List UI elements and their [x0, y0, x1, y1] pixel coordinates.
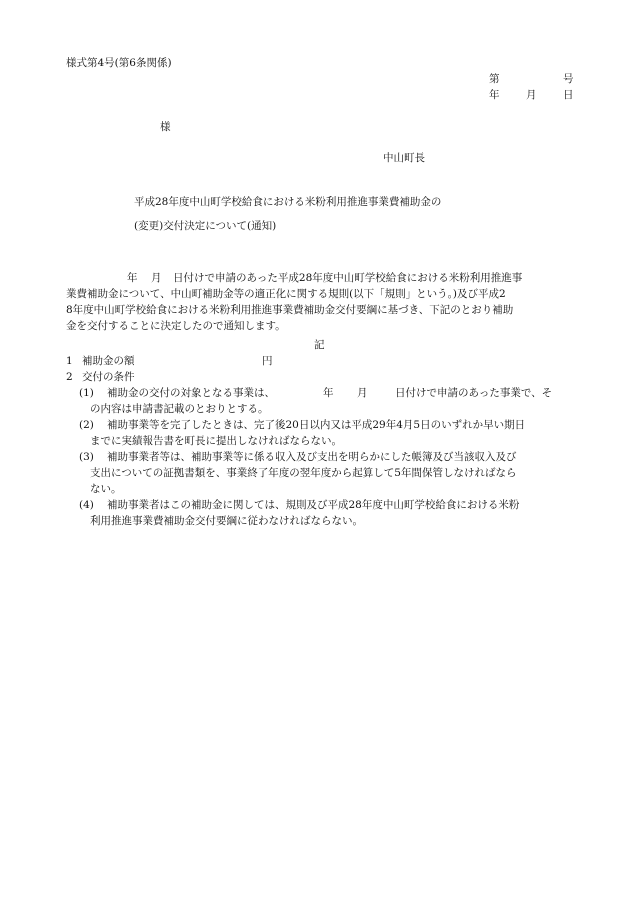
addressee-honorific: 様: [160, 121, 171, 133]
date-day: 日: [563, 89, 574, 101]
body-line3: 8年度中山町学校給食における米粉利用推進事業費補助金交付要綱に基づき、下記のとおり補助: [66, 304, 514, 316]
document-number-suffix: 号: [563, 73, 574, 85]
condition-item-number: (1): [79, 387, 94, 399]
body-line4: 金を交付することに決定したので通知します。: [66, 320, 286, 332]
document-title-line2: (変更)交付決定について(通知): [134, 220, 277, 232]
section1-number: 1: [66, 355, 73, 367]
body-line1: 日付けで申請のあった平成28年度中山町学校給食における米粉利用推進事: [173, 272, 523, 284]
document-number-prefix: 第: [489, 73, 500, 85]
condition-item-line: 補助事業者等は、補助事業等に係る収入及び支出を明らかにした帳簿及び当該収入及び: [107, 451, 517, 463]
form-label: 様式第4号(第6条関係): [66, 57, 172, 69]
condition-item-line: の内容は申請書記載のとおりとする。: [90, 403, 269, 415]
condition-item-number: (3): [79, 451, 94, 463]
document-title-line1: 平成28年度中山町学校給食における米粉利用推進事業費補助金の: [134, 196, 442, 208]
sender-name: 中山町長: [383, 152, 425, 164]
condition-item-line: ない。: [90, 483, 122, 495]
condition-item-line: 補助事業者はこの補助金に関しては、規則及び平成28年度中山町学校給食における米粉: [107, 499, 520, 511]
section1-label: 補助金の額: [82, 355, 135, 367]
condition-item-line: 補助事業等を完了したときは、完了後20日以内又は平成29年4月5日のいずれか早い期日: [107, 419, 526, 431]
condition-item-date-year: 年: [323, 387, 334, 399]
ki-heading: 記: [314, 339, 325, 351]
condition-item-number: (2): [79, 419, 94, 431]
body-date-year: 年: [127, 272, 138, 284]
section1-unit: 円: [262, 355, 273, 367]
condition-item-date-month: 月: [357, 387, 368, 399]
condition-item-line: 日付けで申請のあった事業で、そ: [395, 387, 553, 399]
section2-label: 交付の条件: [82, 371, 135, 383]
condition-item-line: までに実績報告書を町長に提出しなければならない。: [90, 435, 342, 447]
condition-item-number: (4): [79, 499, 94, 511]
date-year: 年: [489, 89, 500, 101]
condition-item-line: 利用推進事業費補助金交付要綱に従わなければならない。: [90, 515, 363, 527]
section2-number: 2: [66, 371, 73, 383]
date-month: 月: [526, 89, 537, 101]
condition-item-line: 支出についての証拠書類を、事業終了年度の翌年度から起算して5年間保管しなければなら: [90, 467, 517, 479]
body-date-month: 月: [151, 272, 162, 284]
body-line2: 業費補助金について、中山町補助金等の適正化に関する規則(以下「規則」という。)及び平成2: [66, 288, 506, 300]
condition-item-line: 補助金の交付の対象となる事業は、: [107, 387, 275, 399]
